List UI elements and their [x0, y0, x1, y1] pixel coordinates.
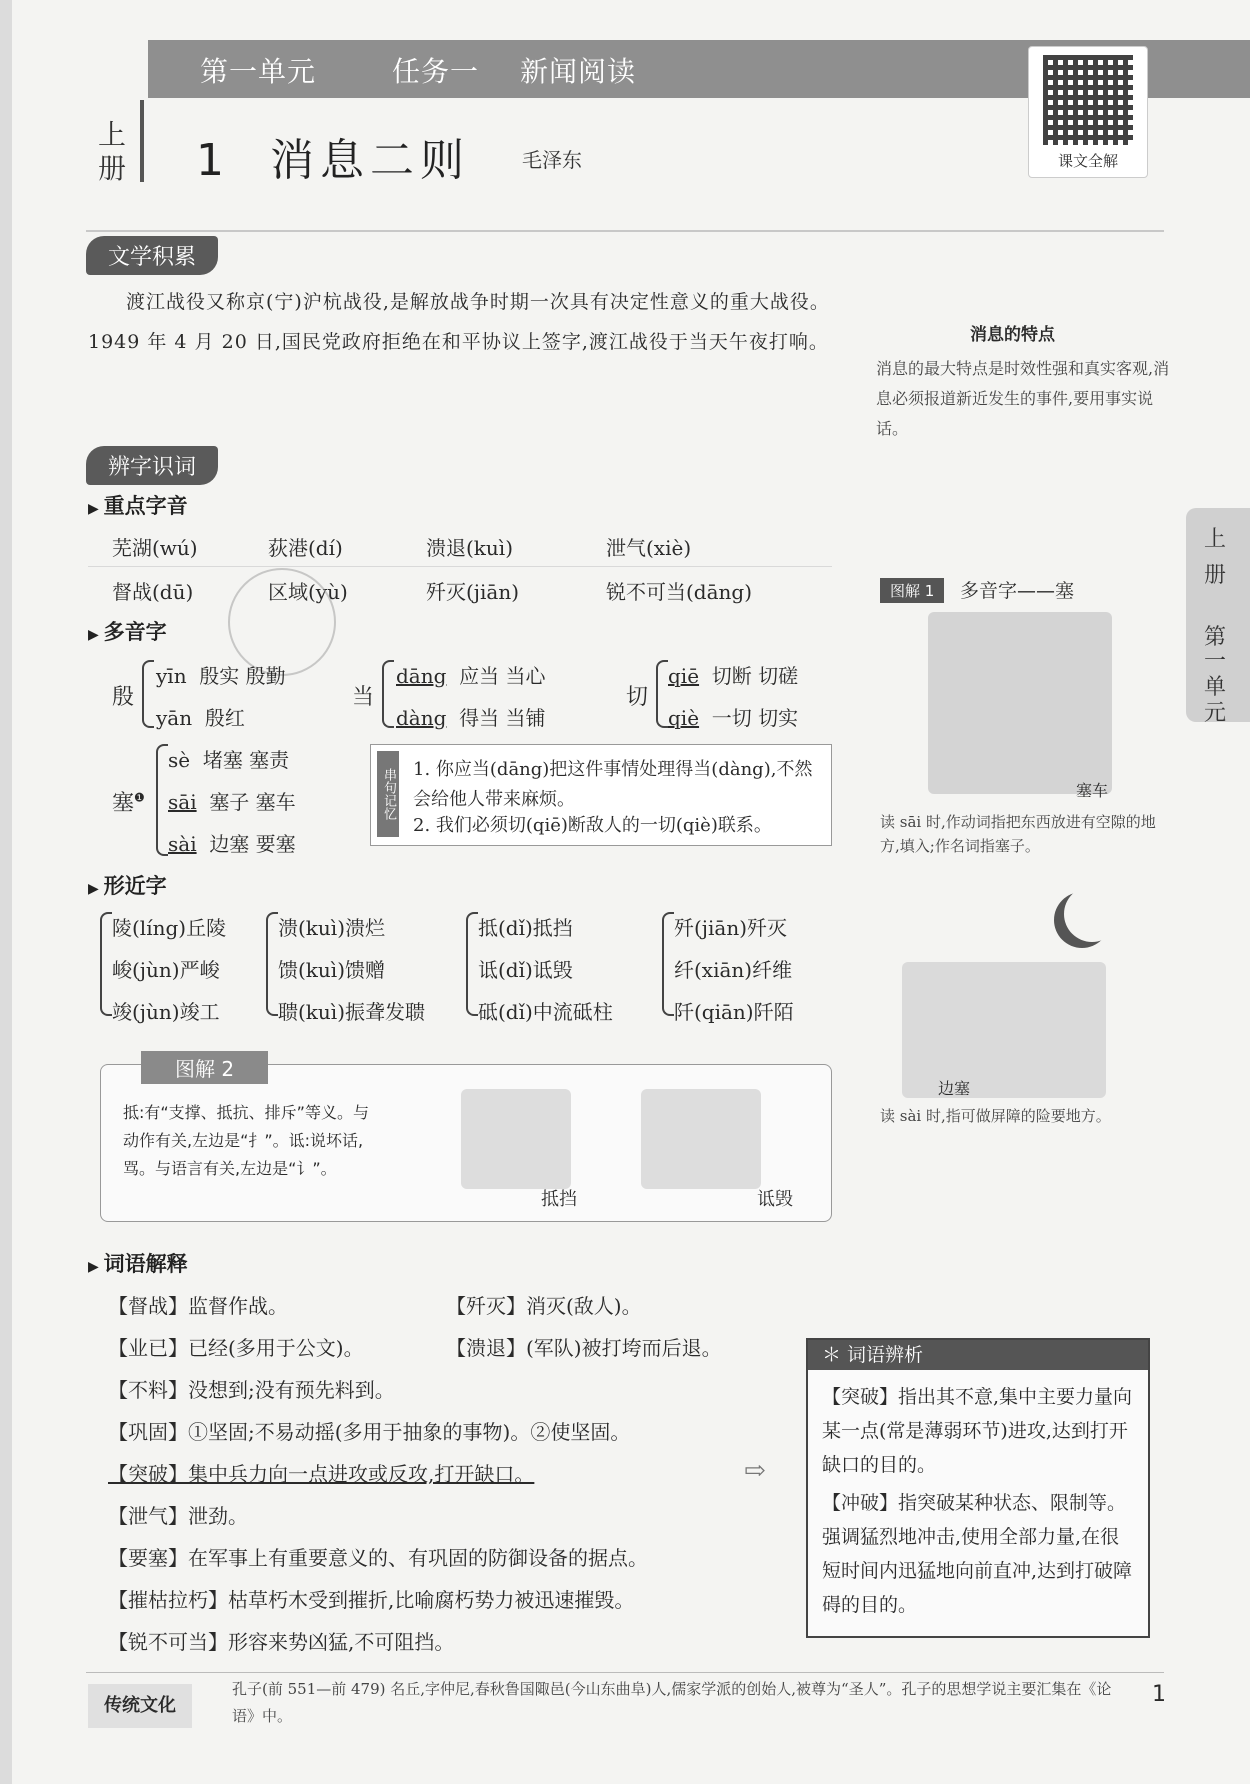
- similar-item: 纤(xiān)纤维: [674, 958, 793, 982]
- pron-item: 泄气(xiè): [606, 536, 692, 560]
- figure-2-label: 图解 2: [141, 1051, 268, 1084]
- words: 应当 当心: [459, 664, 546, 688]
- brace: [382, 660, 394, 728]
- similar-item: 陵(líng)丘陵: [112, 916, 227, 940]
- sentence-box: [370, 744, 832, 846]
- similar-item: 砥(dǐ)中流砥柱: [478, 1000, 613, 1024]
- push-illustration-icon: [461, 1089, 571, 1189]
- author: 毛泽东: [522, 148, 582, 172]
- volume-label: 上册: [97, 118, 126, 185]
- similar-item: 馈(kuì)馈赠: [278, 958, 386, 982]
- figure-2-text: 抵:有“支撑、抵抗、排斥”等义。与动作有关,左边是“扌”。诋:说坏话,骂。与语言有关,左边是“讠”。: [123, 1103, 369, 1178]
- brace: [142, 660, 154, 728]
- poly-char-qie: 切: [626, 685, 649, 710]
- brace: [266, 912, 278, 1016]
- literature-text: 渡江战役又称京(宁)沪杭战役,是解放战争时期一次具有决定性意义的重大战役。1949 年 4 月 20 日,国民党政府拒绝在和平协议上签字,渡江战役于当天午夜打响。: [88, 291, 830, 353]
- pinyin: qiè: [668, 706, 700, 730]
- poly-char-sai: 塞$^❶$: [112, 790, 145, 816]
- traffic-jam-illustration-icon: [928, 612, 1112, 794]
- terms-heading: ▶ 词语解释: [88, 1248, 188, 1278]
- volume-divider: [140, 100, 144, 182]
- term-item: 【业已】已经(多用于公文)。: [108, 1336, 364, 1360]
- words: 一切 切实: [711, 706, 799, 730]
- analysis-title: ＊ 词语辨析: [808, 1340, 1148, 1370]
- pinyin: sài: [168, 832, 197, 856]
- side-tab: 上 册 第 一 单 元: [1186, 508, 1250, 722]
- poly-char-yin: 殷: [112, 685, 135, 710]
- pron-item: 锐不可当(dāng): [606, 580, 753, 604]
- analysis-p1: 【突破】指出其不意,集中主要力量向某一点(常是薄弱环节)进攻,达到打开缺口的目的。: [822, 1386, 1133, 1476]
- figure-1-desc-2: 读 sài 时,指可做屏障的险要地方。: [880, 1107, 1111, 1125]
- term-item: 【巩固】①坚固;不易动摇(多用于抽象的事物)。②使坚固。: [108, 1420, 631, 1444]
- analysis-p2: 【冲破】指突破某种状态、限制等。强调猛烈地冲击,使用全部力量,在很短时间内迅猛地向前直冲,达到打破障碍的目的。: [822, 1492, 1133, 1616]
- pron-item: 督战(dū): [112, 580, 194, 604]
- footer-rule: [86, 1672, 1164, 1673]
- term-item: 【歼灭】消灭(敌人)。: [446, 1294, 642, 1318]
- words: 边塞 要塞: [209, 832, 296, 856]
- unit-label: 第一单元: [200, 55, 317, 88]
- figure-1-caption-1: 塞车: [1076, 781, 1109, 800]
- footer-text: 孔子(前 551—前 479) 名丘,字仲尼,春秋鲁国陬邑(今山东曲阜)人,儒家学派的创始人,被尊为“圣人”。孔子的思想学说主要汇集在《论语》中。: [232, 1680, 1112, 1725]
- poly-heading: ▶ 多音字: [88, 616, 167, 646]
- similar-item: 聩(kuì)振聋发聩: [278, 1000, 426, 1024]
- moon-icon: [1064, 886, 1120, 942]
- term-item: 【突破】集中兵力向一点进攻或反攻,打开缺口。: [108, 1462, 535, 1486]
- pinyin: sè: [168, 748, 191, 772]
- figure-1-title: 多音字——塞: [960, 580, 1075, 602]
- vocab-tag: 辨字识词: [86, 446, 218, 485]
- words: 得当 当铺: [459, 706, 546, 730]
- similar-item: 溃(kuì)溃烂: [278, 916, 386, 940]
- term-item: 【要塞】在军事上有重要意义的、有巩固的防御设备的据点。: [108, 1546, 648, 1570]
- pron-item: 芜湖(wú): [112, 536, 198, 560]
- sentence-1: 1. 你应当(dāng)把这件事情处理得当(dàng),不然会给他人带来麻烦。: [413, 759, 813, 810]
- figure-2-caption-2: 诋毁: [757, 1189, 793, 1210]
- pinyin: dàng: [396, 706, 447, 730]
- lesson-title: 1 消息二则: [196, 135, 470, 186]
- term-item: 【督战】监督作战。: [108, 1294, 288, 1318]
- similar-item: 竣(jùn)竣工: [112, 1000, 220, 1024]
- poly-char-dang: 当: [352, 685, 375, 710]
- sentence-2: 2. 我们必须切(qiē)断敌人的一切(qiè)联系。: [413, 815, 772, 836]
- figure-1-tag: 图解 1: [880, 578, 944, 603]
- figure-2-box: [100, 1057, 832, 1222]
- arguing-illustration-icon: [641, 1089, 761, 1189]
- similar-heading: ▶ 形近字: [88, 870, 167, 900]
- pinyin: sāi: [168, 790, 197, 814]
- pinyin: dāng: [396, 664, 447, 688]
- term-item: 【摧枯拉朽】枯草朽木受到摧折,比喻腐朽势力被迅速摧毁。: [108, 1588, 635, 1612]
- page-edge: [0, 0, 12, 1784]
- similar-item: 诋(dǐ)诋毁: [478, 958, 573, 982]
- topic-label: 新闻阅读: [520, 55, 637, 88]
- similar-item: 抵(dǐ)抵挡: [478, 916, 573, 940]
- words: 殷实 殷勤: [199, 664, 286, 688]
- qr-code-card[interactable]: [1028, 46, 1148, 178]
- page-number: 1: [1152, 1682, 1166, 1707]
- frontier-illustration-icon: [902, 962, 1106, 1098]
- term-item: 【锐不可当】形容来势凶猛,不可阻挡。: [108, 1630, 455, 1654]
- sentence-tag: 串句记忆: [377, 751, 399, 837]
- header-divider: [86, 230, 1164, 232]
- brace: [662, 912, 674, 1016]
- words: 塞子 塞车: [209, 790, 296, 814]
- brace: [156, 744, 168, 856]
- brace: [100, 912, 112, 1016]
- words: 堵塞 塞责: [202, 748, 290, 772]
- figure-1-caption-2: 边塞: [938, 1079, 971, 1098]
- similar-item: 歼(jiān)歼灭: [674, 916, 788, 940]
- words: 殷红: [204, 706, 245, 730]
- pron-item: 歼灭(jiān): [426, 580, 520, 604]
- figure-1-desc-1: 读 sāi 时,作动词指把东西放进有空隙的地方,填入;作名词指塞子。: [880, 813, 1156, 855]
- term-item: 【溃退】(军队)被打垮而后退。: [446, 1336, 722, 1360]
- pron-heading: ▶ 重点字音: [88, 490, 188, 520]
- task-label: 任务一: [392, 55, 480, 88]
- brace: [656, 660, 668, 728]
- pron-item: 荻港(dí): [268, 536, 343, 560]
- pinyin: qiē: [668, 664, 700, 688]
- term-item: 【不料】没想到;没有预先料到。: [108, 1378, 395, 1402]
- similar-item: 阡(qiān)阡陌: [674, 1000, 794, 1024]
- analysis-box: [806, 1338, 1150, 1638]
- pron-item: 溃退(kuì): [426, 536, 514, 560]
- term-item: 【泄气】泄劲。: [108, 1504, 248, 1528]
- side-note-text: 消息的最大特点是时效性强和真实客观,消息必须报道新近发生的事件,要用事实说话。: [876, 359, 1170, 438]
- pron-item: 区域(yù): [268, 580, 348, 604]
- words: 切断 切磋: [711, 664, 799, 688]
- footer-label: 传统文化: [88, 1684, 192, 1728]
- side-note-title: 消息的特点: [970, 325, 1055, 345]
- figure-2-caption-1: 抵挡: [541, 1189, 577, 1210]
- arrow-right-icon: ⇨: [744, 1456, 766, 1486]
- brace: [466, 912, 478, 1016]
- qr-label: 课文全解: [1057, 152, 1118, 170]
- qr-code-icon: [1043, 55, 1133, 145]
- pinyin: yān: [156, 706, 193, 730]
- similar-item: 峻(jùn)严峻: [112, 958, 220, 982]
- pinyin: yīn: [156, 664, 187, 688]
- literature-tag: 文学积累: [86, 236, 218, 275]
- rule: [88, 566, 832, 567]
